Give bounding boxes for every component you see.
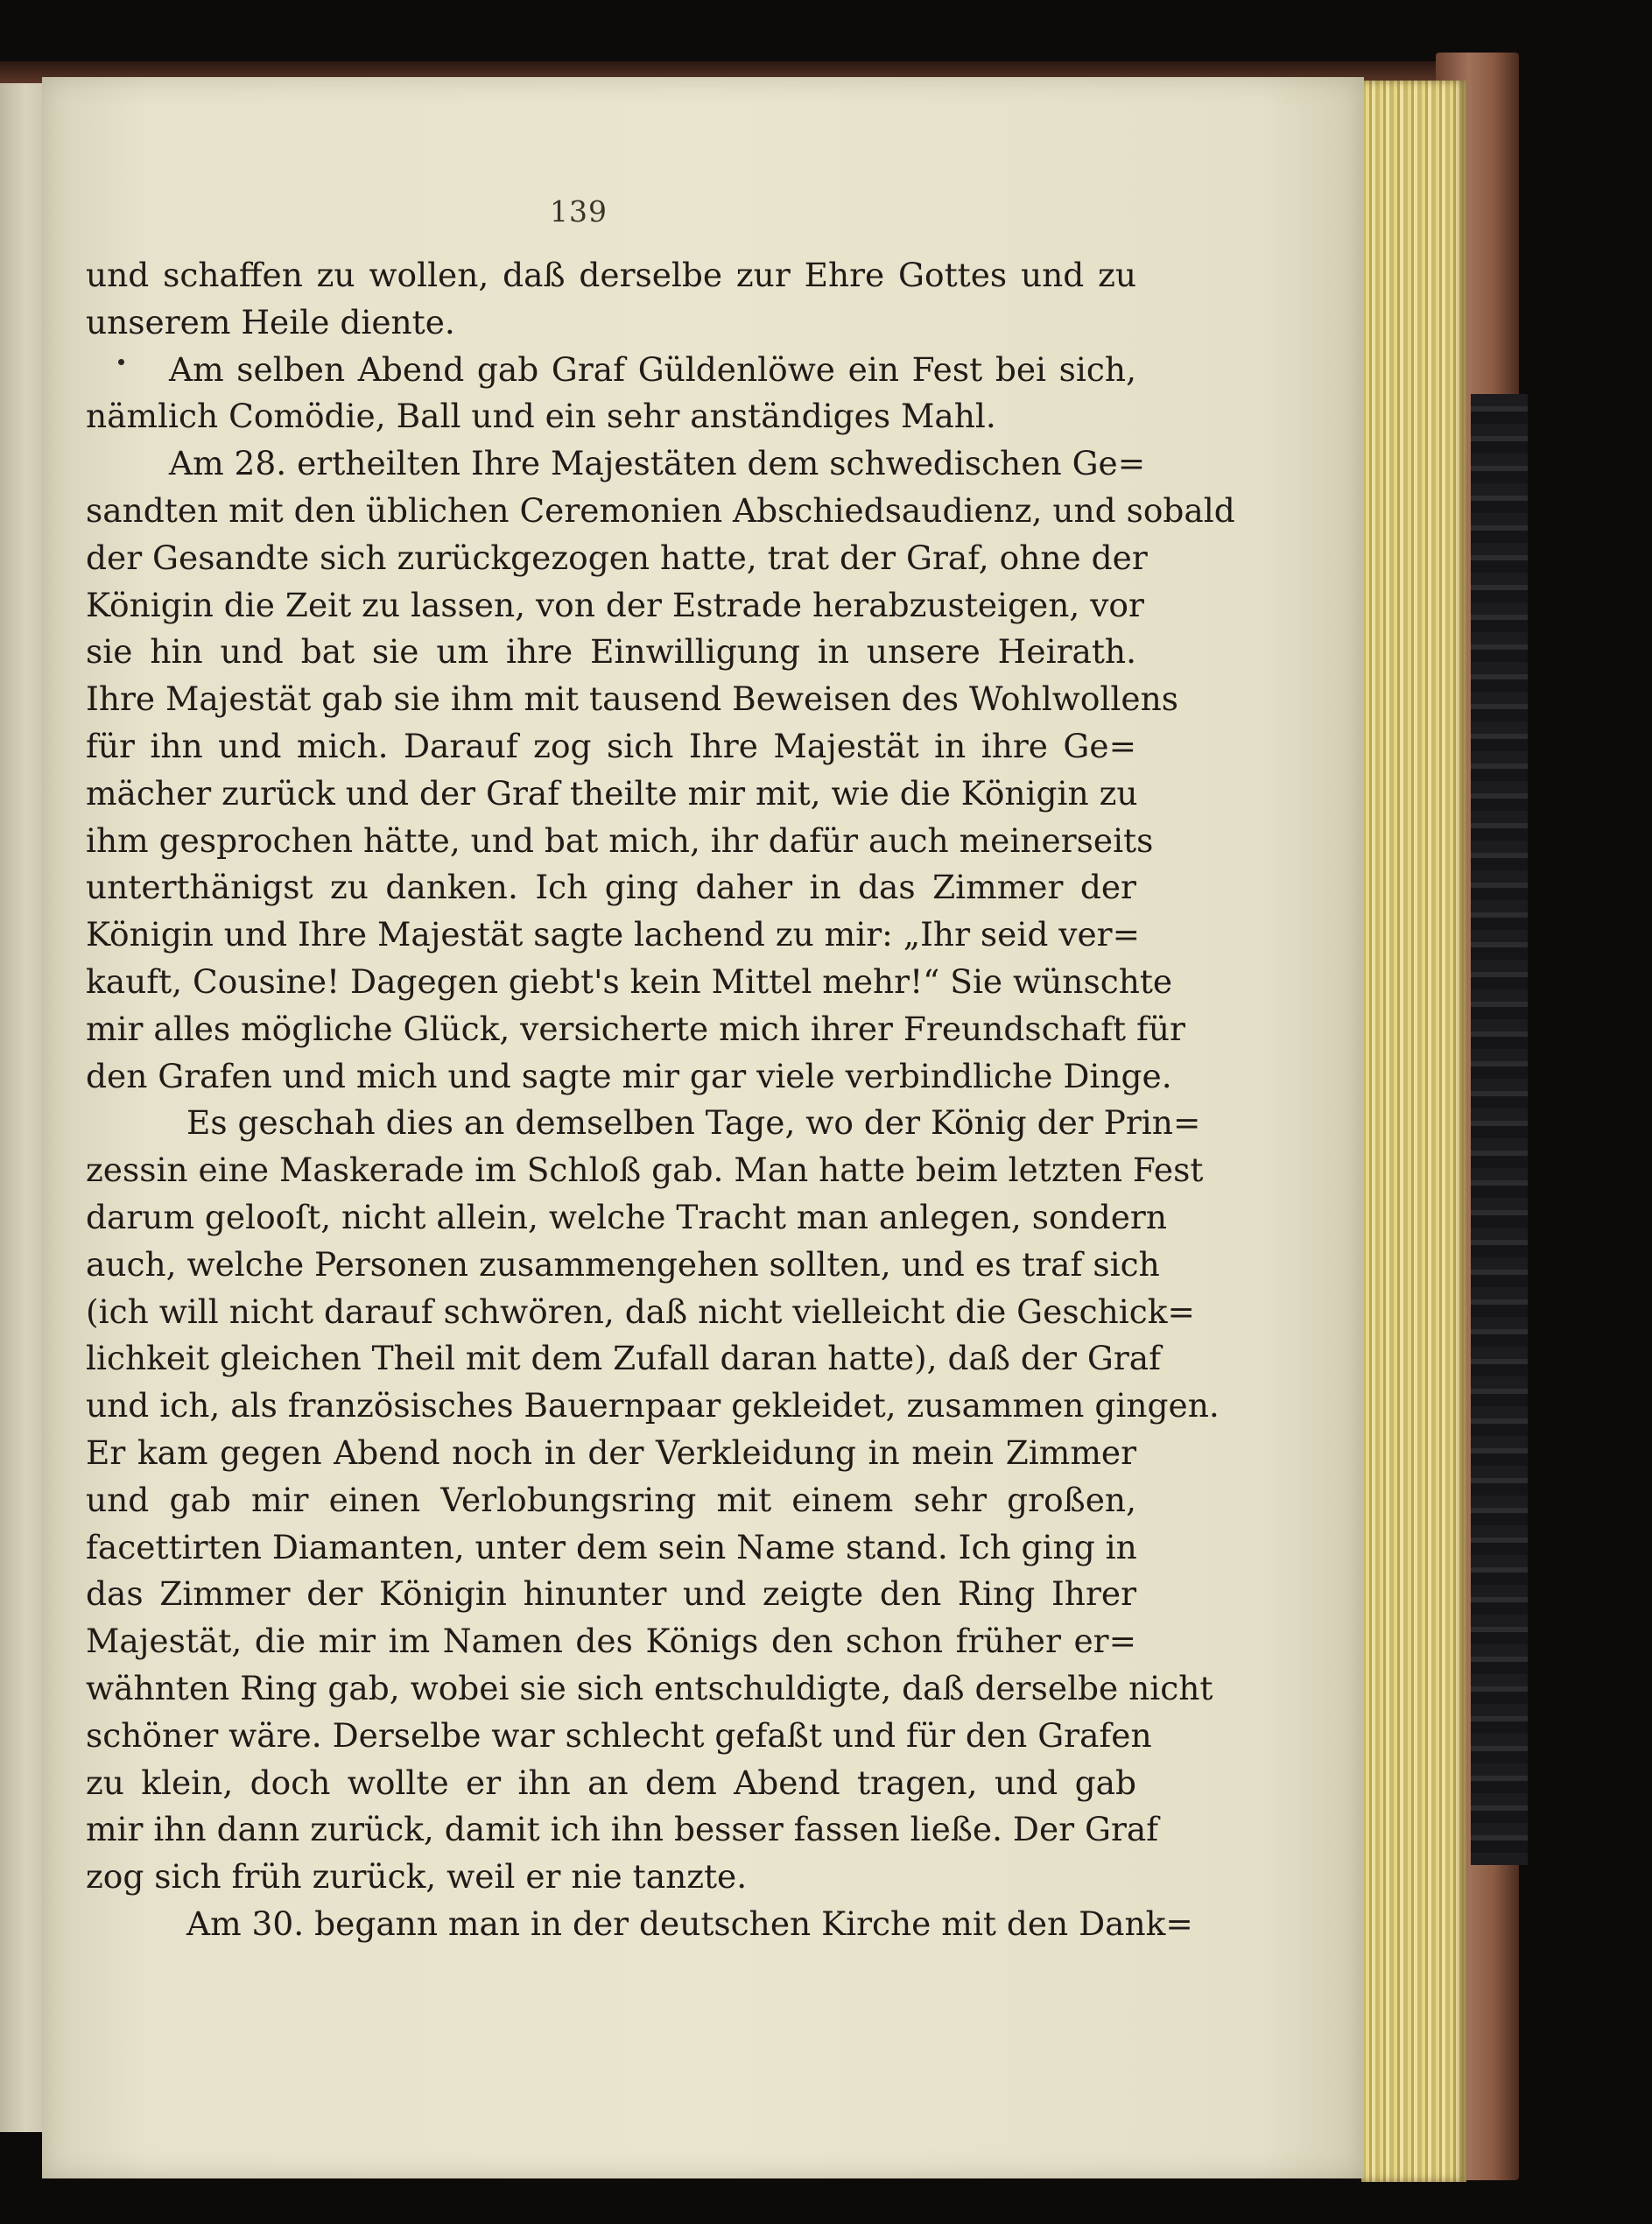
page-edges (1361, 81, 1466, 2182)
text-line: (ich will nicht darauf schwören, daß nicht vielleicht die Geschick= (86, 1291, 1195, 1331)
text-line: Ihre Majestät gab sie ihm mit tausend Beweisen des Wohlwollens (86, 679, 1179, 719)
text-line: und schaffen zu wollen, daß derselbe zur Ehre Gottes und zu (86, 256, 1136, 294)
text-line: Am 30. begann man in der deutschen Kirche mit den Dank= (186, 1904, 1193, 1943)
text-line: zog sich früh zurück, weil er nie tanzte. (86, 1857, 748, 1897)
page-number: 139 (550, 194, 608, 229)
text-line: und ich, als französisches Bauernpaar gekleidet, zusammen gingen. (86, 1386, 1220, 1425)
text-line: unserem Heile diente. (86, 302, 455, 341)
text-line: sandten mit den üblichen Ceremonien Abschiedsaudienz, und sobald (86, 490, 1235, 530)
text-line: wähnten Ring gab, wobei sie sich entschuldigte, daß derselbe nicht (86, 1668, 1213, 1707)
text-line: darum gelooſt, nicht allein, welche Tracht man anlegen, sondern (86, 1197, 1167, 1236)
text-line: ihm gesprochen hätte, und bat mich, ihr dafür auch meinerseits (86, 820, 1154, 860)
text-line: Am 28. ertheilten Ihre Majestäten dem schwedischen Ge= (169, 444, 1146, 483)
text-line: unterthänigst zu danken. Ich ging daher in das Zimmer der (86, 868, 1136, 907)
text-line: Königin und Ihre Majestät sagte lachend zu mir: „Ihr seid ver= (86, 915, 1141, 954)
cover-marbled-strip (1471, 394, 1528, 1865)
text-line: das Zimmer der Königin hinunter und zeigte den Ring Ihrer (86, 1574, 1136, 1614)
text-line: für ihn und mich. Darauf zog sich Ihre Majestät in ihre Ge= (86, 726, 1136, 765)
text-line: Majestät, die mir im Namen des Königs den schon früher er= (86, 1622, 1136, 1661)
text-line: nämlich Comödie, Ball und ein sehr anständiges Mahl. (86, 397, 996, 436)
text-line: sie hin und bat sie um ihre Einwilligung in unsere Heirath. (86, 632, 1136, 672)
text-line: facettirten Diamanten, unter dem sein Name stand. Ich ging in (86, 1527, 1137, 1566)
text-line: mächer zurück und der Graf theilte mir mit, wie die Königin zu (86, 773, 1138, 813)
text-line: zu klein, doch wollte er ihn an dem Abend tragen, und gab (86, 1763, 1136, 1802)
text-line: und gab mir einen Verlobungsring mit einem sehr großen, (86, 1480, 1136, 1519)
text-line: der Gesandte sich zurückgezogen hatte, trat der Graf, ohne der (86, 538, 1148, 577)
text-line: kauft, Cousine! Dagegen giebt's kein Mittel mehr!“ Sie wünschte (86, 961, 1173, 1001)
page-body-text (86, 252, 1235, 1948)
text-line: Königin die Zeit zu lassen, von der Estrade herabzusteigen, vor (86, 585, 1144, 624)
text-line: Am selben Abend gab Graf Güldenlöwe ein Fest bei sich, (169, 349, 1136, 389)
text-line: Er kam gegen Abend noch in der Verkleidung in mein Zimmer (86, 1432, 1136, 1472)
text-line: lichkeit gleichen Theil mit dem Zufall daran hatte), daß der Graf (86, 1339, 1161, 1378)
text-line: mir ihn dann zurück, damit ich ihn besser fassen ließe. Der Graf (86, 1810, 1159, 1849)
text-line: zessin eine Maskerade im Schloß gab. Man hatte beim letzten Fest (86, 1151, 1204, 1190)
text-line: Es geschah dies an demselben Tage, wo der König der Prin= (186, 1103, 1201, 1143)
text-line: auch, welche Personen zusammengehen sollten, und es traf sich (86, 1244, 1160, 1284)
text-line: den Grafen und mich und sagte mir gar viele verbindliche Dinge. (86, 1056, 1172, 1095)
text-line: mir alles mögliche Glück, versicherte mich ihrer Freundschaft für (86, 1009, 1185, 1048)
text-line: schöner wäre. Derselbe war schlecht gefaßt und für den Grafen (86, 1715, 1152, 1755)
previous-page-edge (0, 83, 42, 2132)
